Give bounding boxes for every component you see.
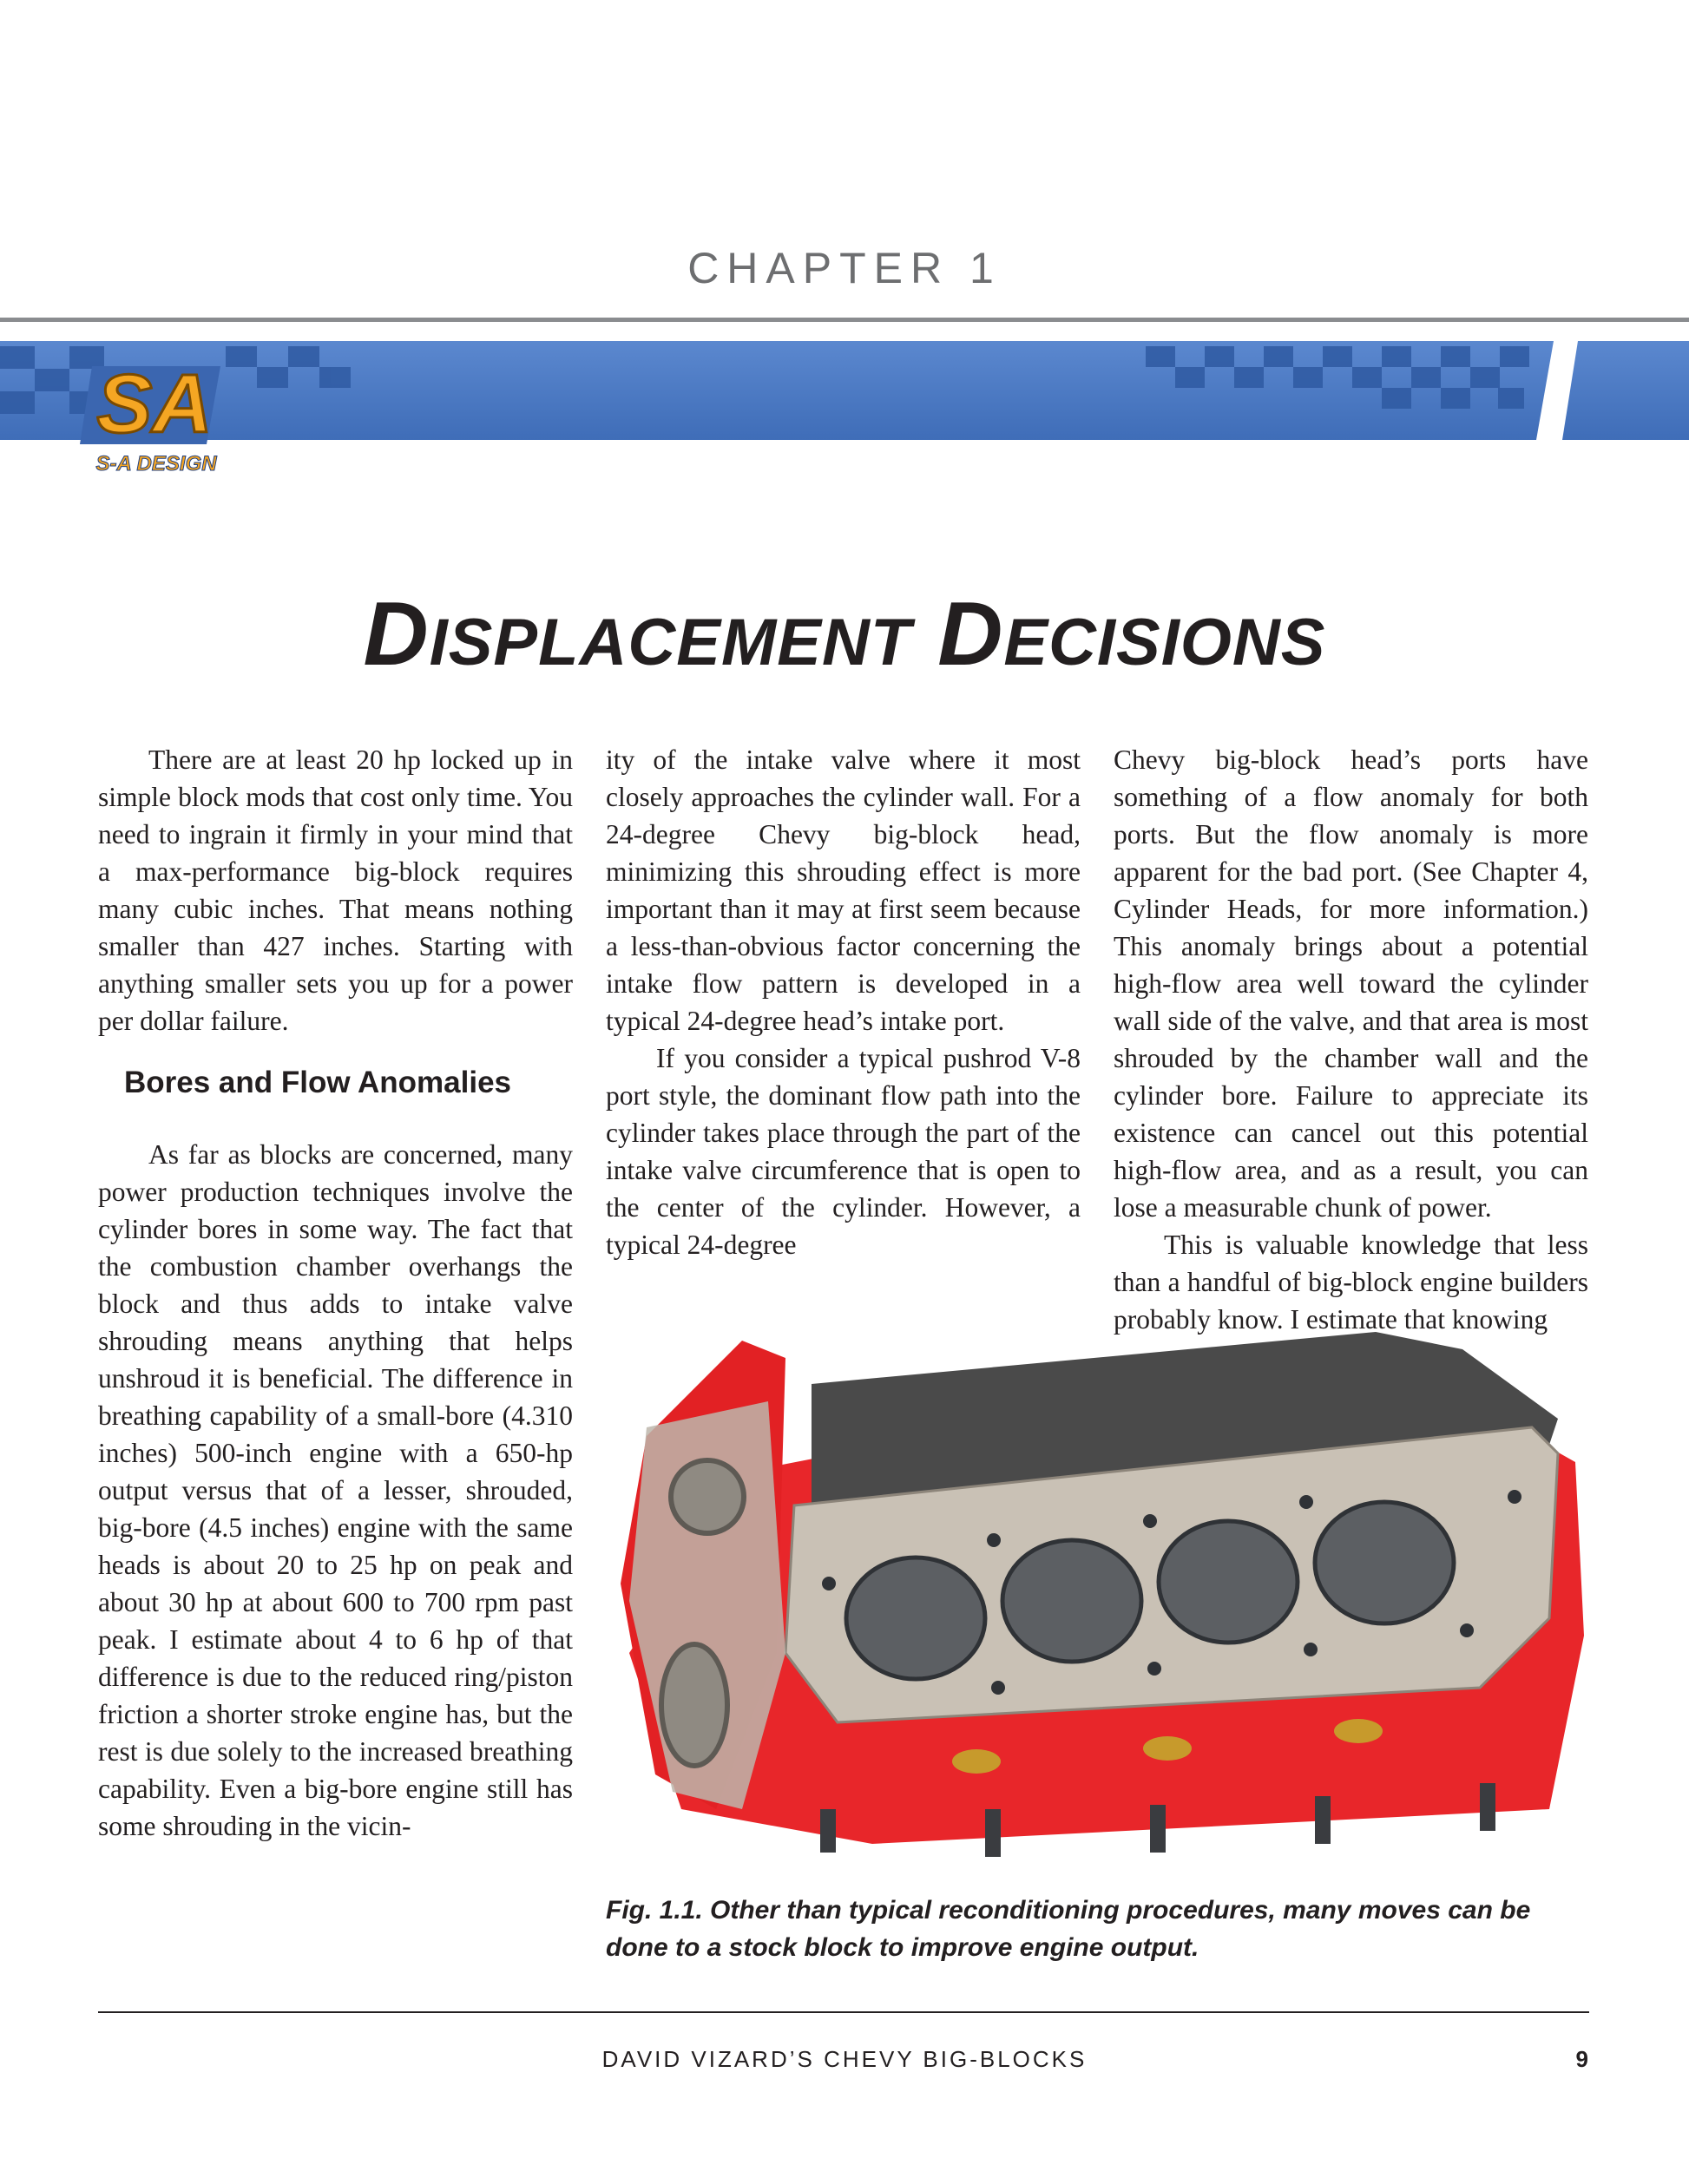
s-a-design-logo xyxy=(80,347,236,477)
page-number: 9 xyxy=(1575,2046,1588,2072)
logo-subtext: S-A DESIGN xyxy=(95,452,217,475)
figure-caption: Fig. 1.1. Other than typical reconditioning procedures, many moves can be done to a stock block to improve engine output. xyxy=(606,1896,1531,1962)
footer-rule xyxy=(98,2011,1589,2013)
section-subhead: Bores and Flow Anomalies xyxy=(124,1066,512,1099)
page-title xyxy=(0,583,1689,686)
paragraph: As far as blocks are concerned, many power production techniques involve the cylinder bores in some way. The fact that the combustion chamber overhangs the block and thus adds to intake valve shrouding means anything that helps unshroud it is beneficial. The difference in breathing capability of a small-bore (4.310 inches) 500-inch engine with a 650-hp output versus that of a lesser, shrouded, big-bore (4.5 inches) engine with the same heads is about 20 to 25 hp on peak and about 30 hp at about 600 to 700 rpm past peak. I estimate about 4 to 6 hp of that difference is due to the reduced ring/piston friction a shorter stroke engine has, but the rest is due solely to the increased breathing capability. Even a big-bore engine still has some shrouding in the vicin- xyxy=(98,1139,573,1841)
text-column-1 xyxy=(98,741,573,1845)
title-rest-1: ISPLACEMENT xyxy=(429,606,912,679)
text-column-3 xyxy=(1114,741,1588,1338)
title-initial-1: D xyxy=(363,584,430,685)
engine-block-photo xyxy=(612,1323,1597,1879)
paragraph: ity of the intake valve where it most closely approaches the cylinder wall. For a 24-degree Chevy big-block head, minimizing this shrouding effect is more important than it may at first seem because a less-than-obvious factor concerning the intake flow pattern is developed in a typical 24-degree head’s intake port. xyxy=(606,744,1081,1036)
paragraph: If you consider a typical pushrod V-8 port style, the dominant flow path into the cylinder takes place through the part of the intake valve circumference that is open to the center of the cylinder. However, a typical 24-degree xyxy=(606,1043,1081,1260)
title-initial-2: D xyxy=(937,584,1004,685)
chapter-banner xyxy=(0,334,1689,447)
paragraph: Chevy big-block head’s ports have something of a flow anomaly for both ports. But the flow anomaly is more apparent for the bad port. (See Chapter 4, Cylinder Heads, for more information.) This anomaly brings about a potential high-flow area well toward the cylinder wall side of the valve, and that area is most shrouded by the chamber wall and the cylinder bore. Failure to appreciate its existence can cancel out this potential high-flow area, and as a result, you can lose a measurable chunk of power. xyxy=(1114,744,1588,1223)
logo-mark: SA xyxy=(96,357,213,450)
text-column-2 xyxy=(606,741,1081,1263)
header-rule xyxy=(0,318,1689,322)
paragraph: This is valuable knowledge that less than a handful of big-block engine builders probably know. I estimate that knowing xyxy=(1114,1230,1588,1335)
chapter-label: CHAPTER 1 xyxy=(687,244,1002,292)
paragraph: There are at least 20 hp locked up in simple block mods that cost only time. You need to ingrain it firmly in your mind that a max-performance big-block requires many cubic inches. That means nothing smaller than 427 inches. Starting with anything smaller sets you up for a power per dollar failure. xyxy=(98,744,573,1036)
footer-book-title: DAVID VIZARD’S CHEVY BIG-BLOCKS xyxy=(601,2046,1088,2072)
title-rest-2: ECISIONS xyxy=(1003,606,1326,679)
